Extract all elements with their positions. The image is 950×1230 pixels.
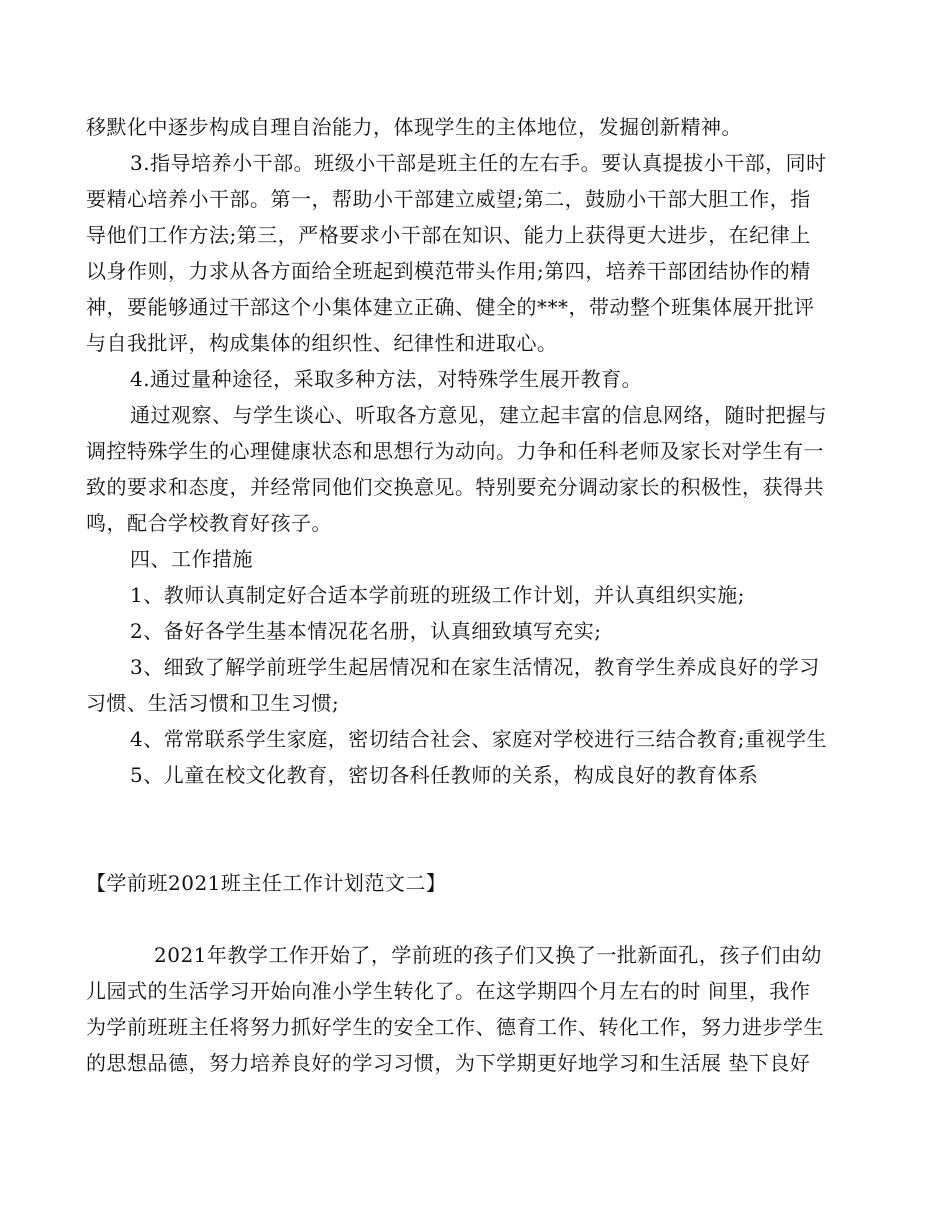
text-line: 为学前班班主任将努力抓好学生的安全工作、德育工作、转化工作，努力进步学生	[86, 1015, 824, 1039]
text-line: 的思想品德，努力培养良好的学习习惯，为下学期更好地学习和生活展 垫下良好	[86, 1051, 811, 1075]
list-item: 2、备好各学生基本情况花名册，认真细致填写充实;	[130, 619, 602, 643]
text-line: 移默化中逐步构成自理自治能力，体现学生的主体地位，发掘创新精神。	[86, 115, 742, 139]
text-line: 习惯、生活习惯和卫生习惯;	[86, 691, 340, 715]
text-line: 通过观察、与学生谈心、听取各方意见，建立起丰富的信息网络，随时把握与	[130, 403, 827, 427]
list-item: 4、常常联系学生家庭，密切结合社会、家庭对学校进行三结合教育;重视学生	[130, 727, 827, 751]
text-line: 调控特殊学生的心理健康状态和思想行为动向。力争和任科老师及家长对学生有一	[86, 439, 824, 463]
text-line: 与自我批评，构成集体的组织性、纪律性和进取心。	[86, 331, 558, 355]
list-item: 3、细致了解学前班学生起居情况和在家生活情况，教育学生养成良好的学习	[130, 655, 820, 679]
document-title: 【学前班2021班主任工作计划范文二】	[86, 871, 447, 895]
text-line: 致的要求和态度，并经常同他们交换意见。特别要充分调动家长的积极性，获得共	[86, 475, 824, 499]
text-line: 鸣，配合学校教育好孩子。	[86, 511, 332, 535]
list-item: 5、儿童在校文化教育，密切各科任教师的关系，构成良好的教育体系	[130, 763, 759, 787]
list-item: 1、教师认真制定好合适本学前班的班级工作计划，并认真组织实施;	[130, 583, 745, 607]
text-line: 儿园式的生活学习开始向准小学生转化了。在这学期四个月左右的时 间里，我作	[86, 979, 811, 1003]
text-line: 4.通过量种途径，采取多种方法，对特殊学生展开教育。	[130, 367, 643, 391]
text-line: 导他们工作方法;第三，严格要求小干部在知识、能力上获得更大进步，在纪律上	[86, 223, 811, 247]
text-line: 3.指导培养小干部。班级小干部是班主任的左右手。要认真提拔小干部，同时	[130, 151, 827, 175]
text-line: 以身作则，力求从各方面给全班起到模范带头作用;第四，培养干部团结协作的精	[86, 259, 811, 283]
text-line: 2021年教学工作开始了，学前班的孩子们又换了一批新面孔，孩子们由幼	[154, 943, 822, 967]
text-line: 要精心培养小干部。第一，帮助小干部建立威望;第二，鼓励小干部大胆工作，指	[86, 187, 811, 211]
section-heading: 四、工作措施	[130, 547, 253, 571]
text-line: 神，要能够通过干部这个小集体建立正确、健全的***，带动整个班集体展开批评	[86, 295, 815, 319]
